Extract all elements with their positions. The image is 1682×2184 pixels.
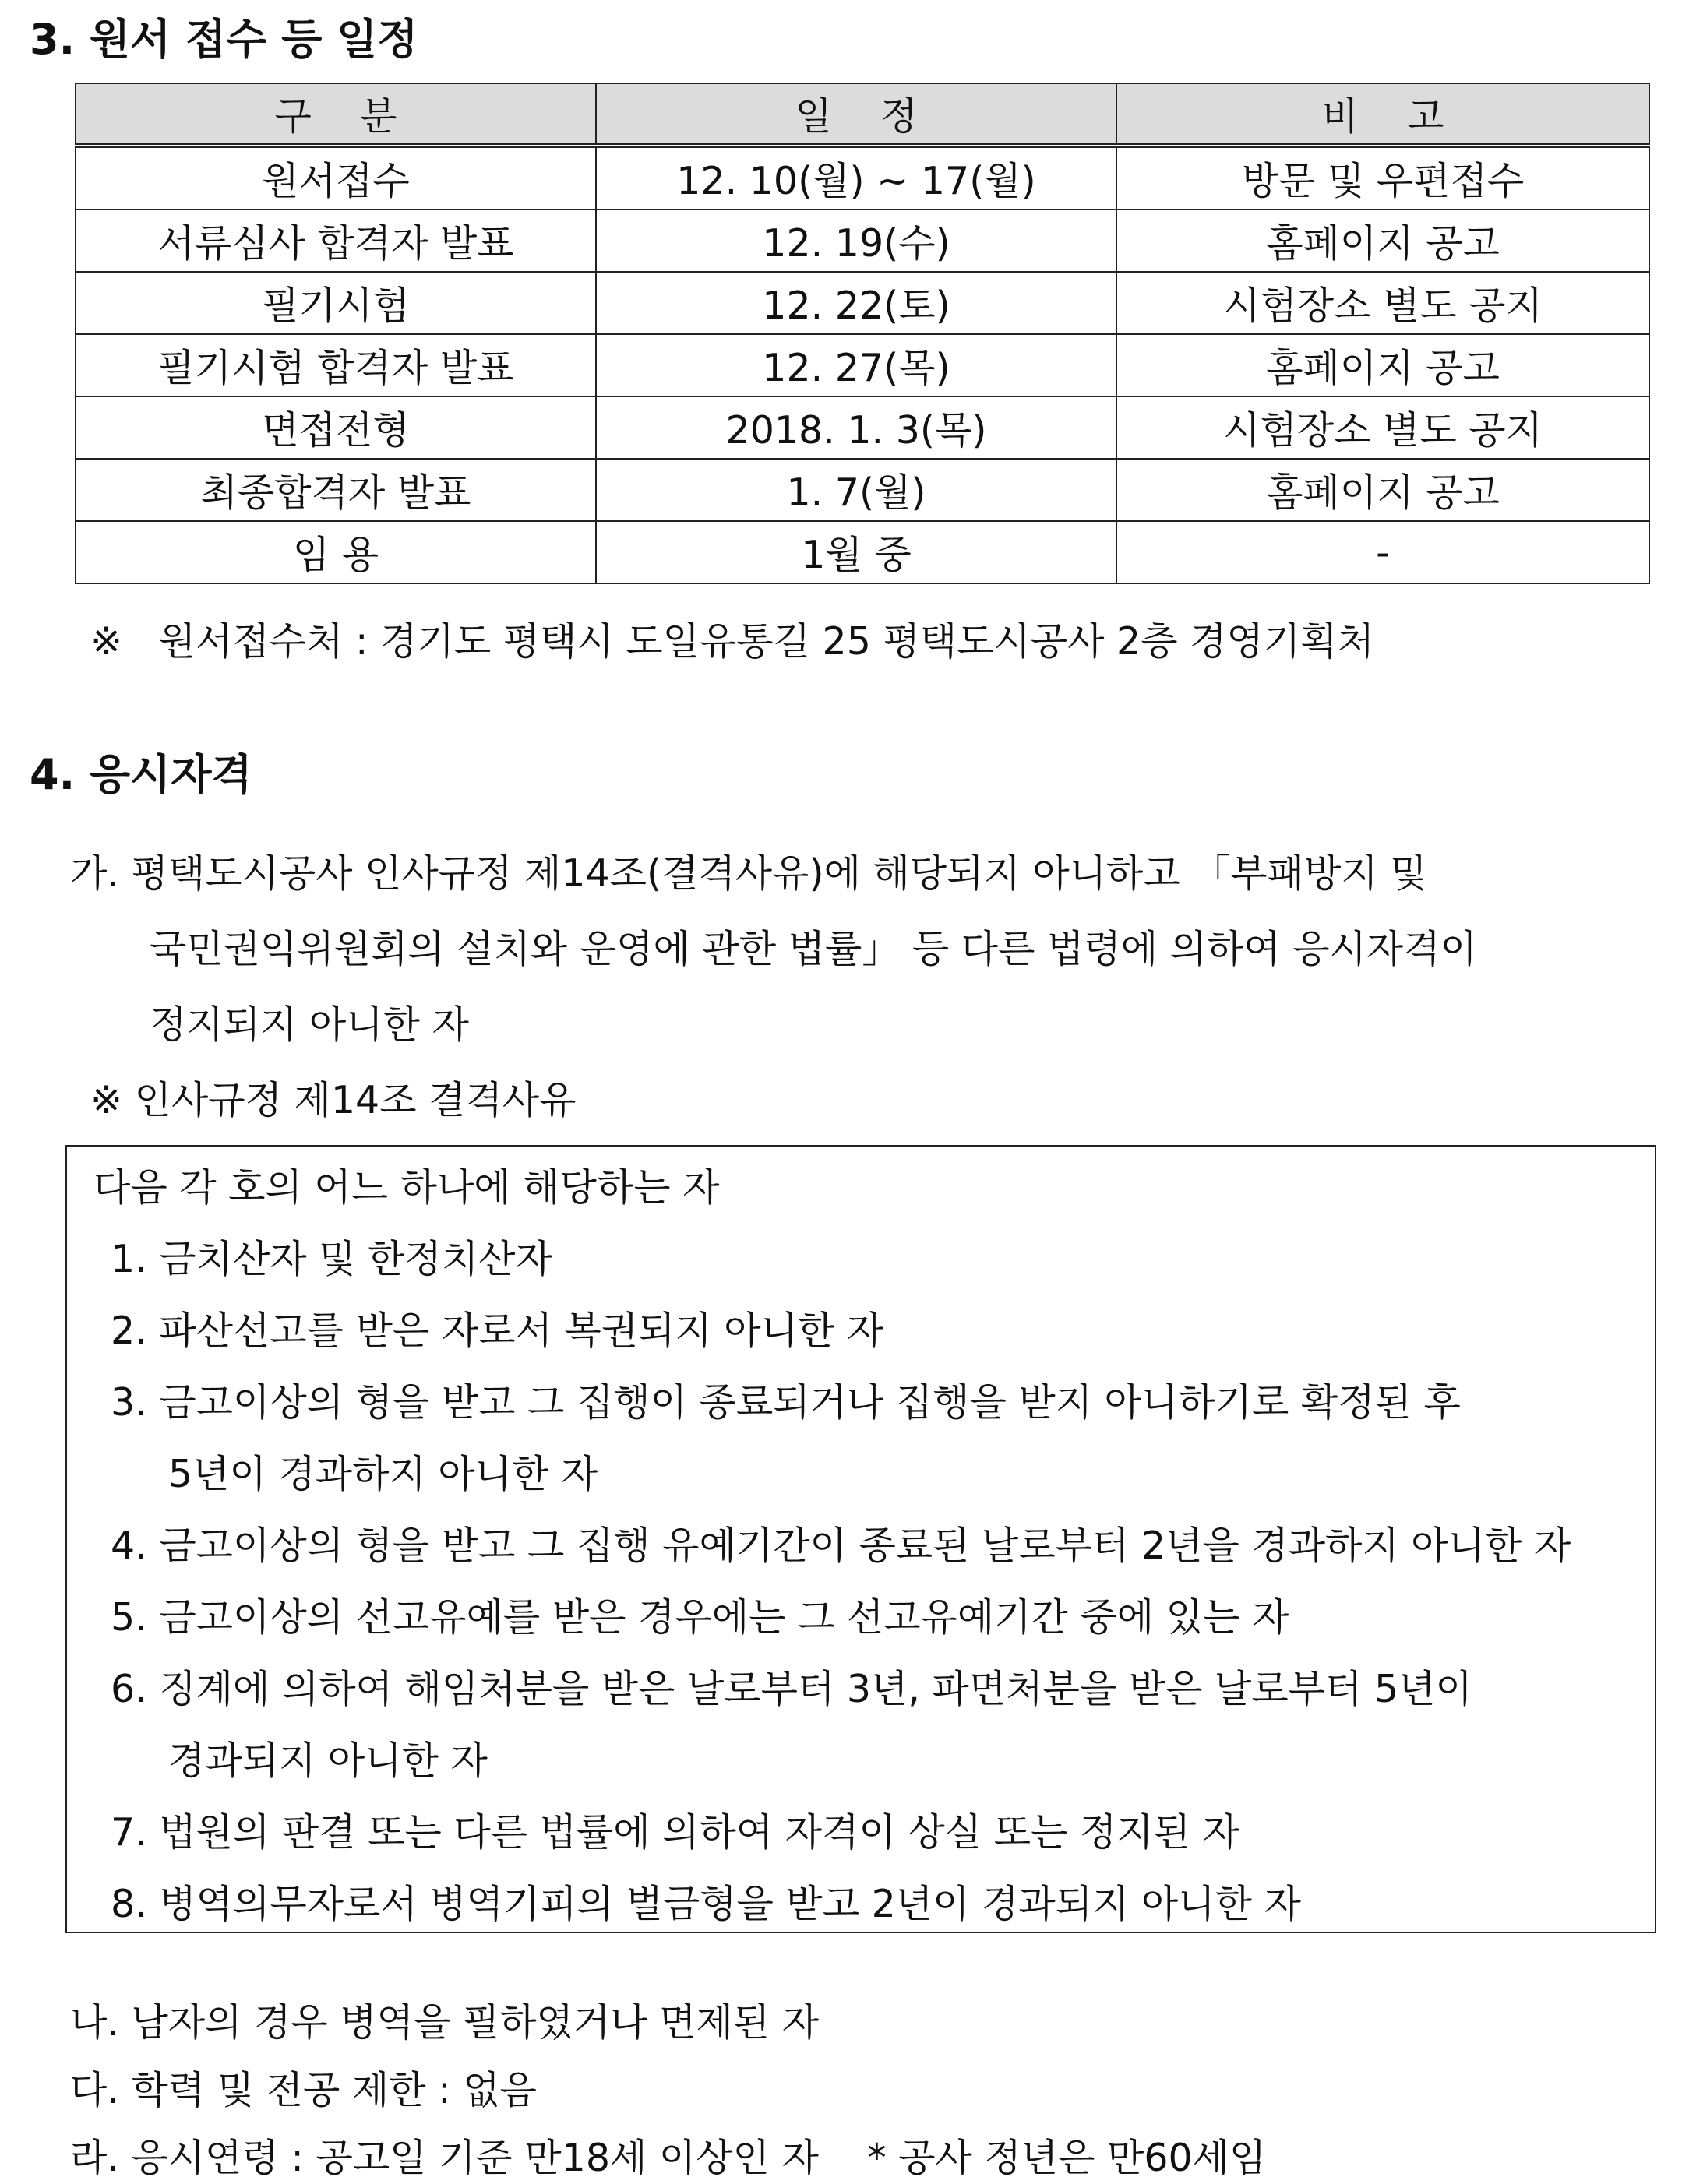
table-cell: 필기시험	[76, 272, 596, 334]
box-intro: 다음 각 호의 어느 하나에 해당하는 자	[93, 1165, 720, 1210]
table-cell: 홈페이지 공고	[1116, 210, 1649, 272]
list-item: 3. 금고이상의 형을 받고 그 집행이 종료되거나 집행을 받지 아니하기로 확정된 후	[111, 1380, 1461, 1425]
list-item: 4. 금고이상의 형을 받고 그 집행 유예기간이 종료된 날로부터 2년을 경과하지 아니한 자	[111, 1524, 1571, 1568]
table-cell: -	[1116, 521, 1649, 583]
item-ga-line-2: 국민권익위원회의 설치와 운영에 관한 법률」 등 다른 법령에 의하여 응시자격이	[150, 927, 1477, 971]
disqualification-box	[65, 1145, 1656, 1933]
header-category: 구 분	[76, 83, 596, 146]
item-ga-line-1: 가. 평택도시공사 인사규정 제14조(결격사유)에 해당되지 아니하고 「부패방지 및	[70, 851, 1427, 896]
table-row	[76, 272, 1649, 334]
table-cell: 최종합격자 발표	[76, 459, 596, 521]
table-row	[76, 210, 1649, 272]
table-cell: 12. 27(목)	[596, 334, 1116, 396]
item-na: 나. 남자의 경우 병역을 필하였거나 면제된 자	[70, 2000, 820, 2045]
list-item: 8. 병역의무자로서 병역기피의 벌금형을 받고 2년이 경과되지 아니한 자	[111, 1882, 1301, 1926]
table-cell: 홈페이지 공고	[1116, 334, 1649, 396]
application-office-note: ※ 원서접수처 : 경기도 평택시 도일유통길 25 평택도시공사 2층 경영기획처	[90, 619, 1374, 664]
table-cell: 서류심사 합격자 발표	[76, 210, 596, 272]
list-item: 2. 파산선고를 받은 자로서 복권되지 아니한 자	[111, 1309, 884, 1353]
header-remarks: 비 고	[1116, 83, 1649, 146]
table-cell: 2018. 1. 3(목)	[596, 396, 1116, 459]
regulation-note: ※ 인사규정 제14조 결격사유	[90, 1078, 577, 1122]
table-cell: 1월 중	[596, 521, 1116, 583]
table-row	[76, 396, 1649, 459]
item-ga-line-3: 정지되지 아니한 자	[150, 1002, 469, 1047]
table-cell: 홈페이지 공고	[1116, 459, 1649, 521]
list-item: 5. 금고이상의 선고유예를 받은 경우에는 그 선고유예기간 중에 있는 자	[111, 1595, 1289, 1640]
table-row	[76, 521, 1649, 583]
table-cell: 1. 7(월)	[596, 459, 1116, 521]
list-item-continuation: 5년이 경과하지 아니한 자	[168, 1452, 598, 1496]
table-row	[76, 459, 1649, 521]
table-cell: 시험장소 별도 공지	[1116, 272, 1649, 334]
table-cell: 필기시험 합격자 발표	[76, 334, 596, 396]
item-da: 다. 학력 및 전공 제한 : 없음	[70, 2068, 537, 2112]
table-cell: 12. 22(토)	[596, 272, 1116, 334]
table-cell: 방문 및 우편접수	[1116, 146, 1649, 210]
table-cell: 12. 10(월) ~ 17(월)	[596, 146, 1116, 210]
item-ra: 라. 응시연령 : 공고일 기준 만18세 이상인 자 * 공사 정년은 만60세임	[70, 2136, 1267, 2180]
table-cell: 12. 19(수)	[596, 210, 1116, 272]
section-4-title: 4. 응시자격	[30, 750, 252, 799]
schedule-table	[75, 83, 1650, 584]
header-schedule: 일 정	[596, 83, 1116, 146]
table-row	[76, 334, 1649, 396]
table-cell: 시험장소 별도 공지	[1116, 396, 1649, 459]
section-3-title: 3. 원서 접수 등 일정	[30, 15, 418, 64]
table-cell: 원서접수	[76, 146, 596, 210]
list-item: 7. 법원의 판결 또는 다른 법률에 의하여 자격이 상실 또는 정지된 자	[111, 1810, 1239, 1855]
table-row	[76, 146, 1649, 210]
table-cell: 임 용	[76, 521, 596, 583]
list-item: 6. 징계에 의하여 해임처분을 받은 날로부터 3년, 파면처분을 받은 날로부터 5년이	[111, 1667, 1472, 1711]
list-item-continuation: 경과되지 아니한 자	[168, 1738, 488, 1783]
table-cell: 면접전형	[76, 396, 596, 459]
list-item: 1. 금치산자 및 한정치산자	[111, 1237, 552, 1281]
table-header-row	[76, 83, 1649, 146]
